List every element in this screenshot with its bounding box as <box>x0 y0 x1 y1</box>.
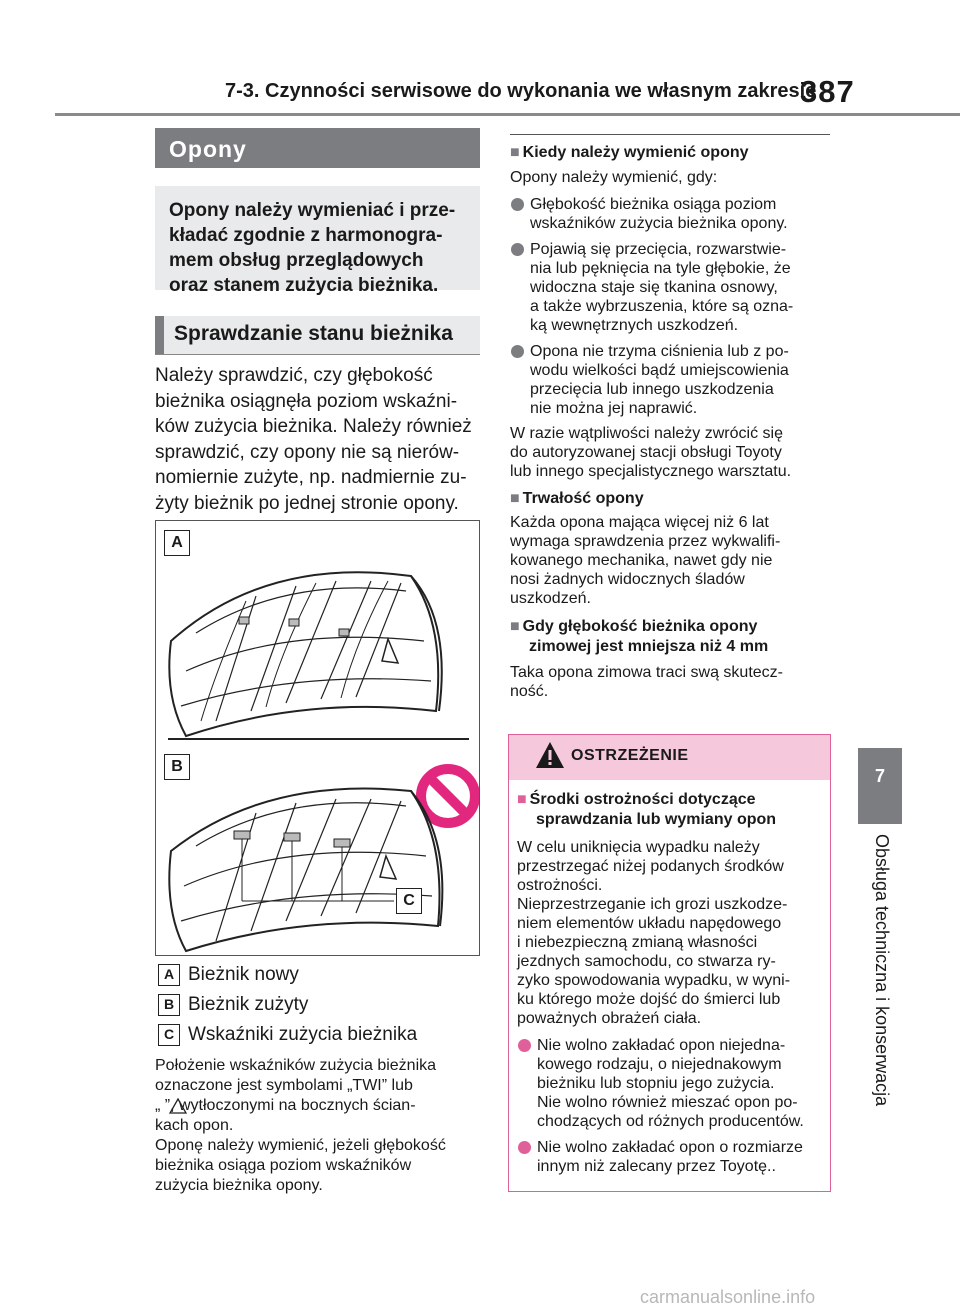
tread-figure <box>155 520 480 956</box>
chapter-side-label-text: Obsługa techniczna i konserwacja <box>872 834 892 1107</box>
legend-item-c <box>158 1024 488 1046</box>
square-bullet-icon: ■ <box>510 490 520 507</box>
durability-heading: ■ Trwałość opony <box>510 490 644 507</box>
note-line: zużycia bieżnika opony. <box>155 1177 323 1194</box>
when-bullet: Opona nie trzyma ciśnienia lub z po- wodu wielkości bądź umiejscowienia przecięcia lub innego uszkodzenia nie można jej naprawić. <box>510 342 835 418</box>
right-column-rule <box>510 134 830 135</box>
when-bullet: Pojawią się przecięcia, rozwarstwie- nia lub pęknięcia na tyle głębokie, że widoczna staje się tkanina osnowy, a także wybrzuszenia, które są ozna- ką wewnętrznych uszkodzeń. <box>510 240 835 335</box>
tread-illustration <box>156 521 480 956</box>
body-line: bieżnika osiągnęła poziom wskaźni- <box>155 390 458 412</box>
warning-text: W celu uniknięcia wypadku należy przestrzegać niżej podanych środków ostrożności. Nieprzestrzeganie ich grozi uszkodze- niem elementów układu napędowego i niebezpieczną zmianą własności jezdnych samochodu, co stwarza ry- zyko spowodowania wypadku, w wyni- ku którego może dojść do śmierci lub poważnych obrażeń ciała. <box>517 839 791 1027</box>
page-number: 387 <box>800 74 855 109</box>
body-line: nomiernie zużyte, np. nadmiernie zu- <box>155 467 467 488</box>
tire-new-illustration <box>169 572 441 736</box>
when-to-replace-section <box>510 143 835 701</box>
figure-label-a: A <box>164 530 190 556</box>
legend-mark-a: A <box>158 964 180 986</box>
body-line: ków zużycia bieżnika. Należy również <box>155 416 472 437</box>
square-bullet-icon: ■ <box>510 618 520 635</box>
tread-wear-triangle-icon <box>169 1098 187 1114</box>
running-header: 7-3. Czynności serwisowe do wykonania we własnym zakresie <box>225 80 817 102</box>
intro-box <box>155 186 480 296</box>
body-line: Należy sprawdzić, czy głębokość <box>155 365 433 386</box>
warning-icon <box>535 741 565 769</box>
tread-note <box>155 1056 485 1196</box>
when-heading: ■ Kiedy należy wymienić opony <box>510 144 749 161</box>
note-line: kach opon. <box>155 1117 234 1134</box>
warning-header <box>509 735 830 780</box>
body-line: sprawdzić, czy opony nie są nierów- <box>155 441 460 463</box>
intro-line: mem obsług przeglądowych <box>169 250 424 271</box>
section-title: Opony <box>155 128 480 168</box>
warning-heading: ■ Środki ostrożności dotyczące sprawdzania lub wymiany opon <box>517 791 777 828</box>
warning-bullet: Nie wolno zakładać opon o rozmiarze innym niż zalecany przez Toyotę.. <box>517 1138 822 1176</box>
durability-text: Każda opona mająca więcej niż 6 lat wymaga sprawdzenia przez wykwalifi- kowanego mechanika, nawet gdy nie nosi żadnych widocznych śladów uszkodzeń. <box>510 514 781 607</box>
when-intro: Opony należy wymienić, gdy: <box>510 169 718 186</box>
tire-worn-illustration <box>169 789 442 952</box>
body-paragraph <box>155 363 485 516</box>
when-footer: W razie wątpliwości należy zwrócić się do autoryzowanej stacji obsługi Toyoty lub innego specjalistycznego warsztatu. <box>510 425 792 480</box>
square-bullet-icon: ■ <box>510 144 520 161</box>
winter-text: Taka opona zimowa traci swą skutecz- ność. <box>510 664 783 700</box>
note-line: Oponę należy wymienić, jeżeli głębokość <box>155 1137 446 1154</box>
legend-item-b <box>158 994 488 1016</box>
figure-label-b: B <box>164 754 190 780</box>
warning-box <box>508 734 831 1192</box>
when-bullet: Głębokość bieżnika osiąga poziom wskaźników zużycia bieżnika opony. <box>510 195 835 233</box>
subheading-rule <box>155 354 480 355</box>
note-line: oznaczone jest symbolami „TWI” lub <box>155 1077 413 1094</box>
legend-text-a: Bieżnik nowy <box>188 964 299 986</box>
winter-heading: ■ Gdy głębokość bieżnika opony zimowej jest mniejsza niż 4 mm <box>510 618 769 655</box>
square-bullet-icon: ■ <box>517 791 527 808</box>
note-line: bieżnika osiąga poziom wskaźników <box>155 1157 412 1174</box>
legend-mark-c: C <box>158 1024 180 1046</box>
header-divider <box>55 113 960 116</box>
intro-line: oraz stanem zużycia bieżnika. <box>169 275 439 296</box>
note-line: Położenie wskaźników zużycia bieżnika <box>155 1057 437 1074</box>
intro-line: kładać zgodnie z harmonogra- <box>169 225 443 246</box>
legend-text-b: Bieżnik zużyty <box>188 994 309 1016</box>
subheading: Sprawdzanie stanu bieżnika <box>155 316 480 354</box>
body-line: żyty bieżnik po jednej stronie opony. <box>155 492 459 514</box>
warning-bullet: Nie wolno zakładać opon niejedna- kowego rodzaju, o niejednakowym bieżniku lub stopniu jego zużycia. Nie wolno również mieszać opon po- chodzących od różnych producentów. <box>517 1036 822 1131</box>
prohibition-icon <box>421 769 475 823</box>
intro-line: Opony należy wymieniać i prze- <box>169 200 456 221</box>
note-line: „ ”, wytłoczonymi na bocznych ścian- <box>155 1097 416 1114</box>
chapter-side-label <box>858 834 902 1124</box>
legend-item-a <box>158 964 488 986</box>
warning-label: OSTRZEŻENIE <box>571 747 689 764</box>
legend-mark-b: B <box>158 994 180 1016</box>
chapter-tab: 7 <box>858 748 902 824</box>
legend-text-c: Wskaźniki zużycia bieżnika <box>188 1024 418 1046</box>
figure-label-c: C <box>396 888 422 914</box>
watermark: carmanualsonline.info <box>640 1287 816 1307</box>
